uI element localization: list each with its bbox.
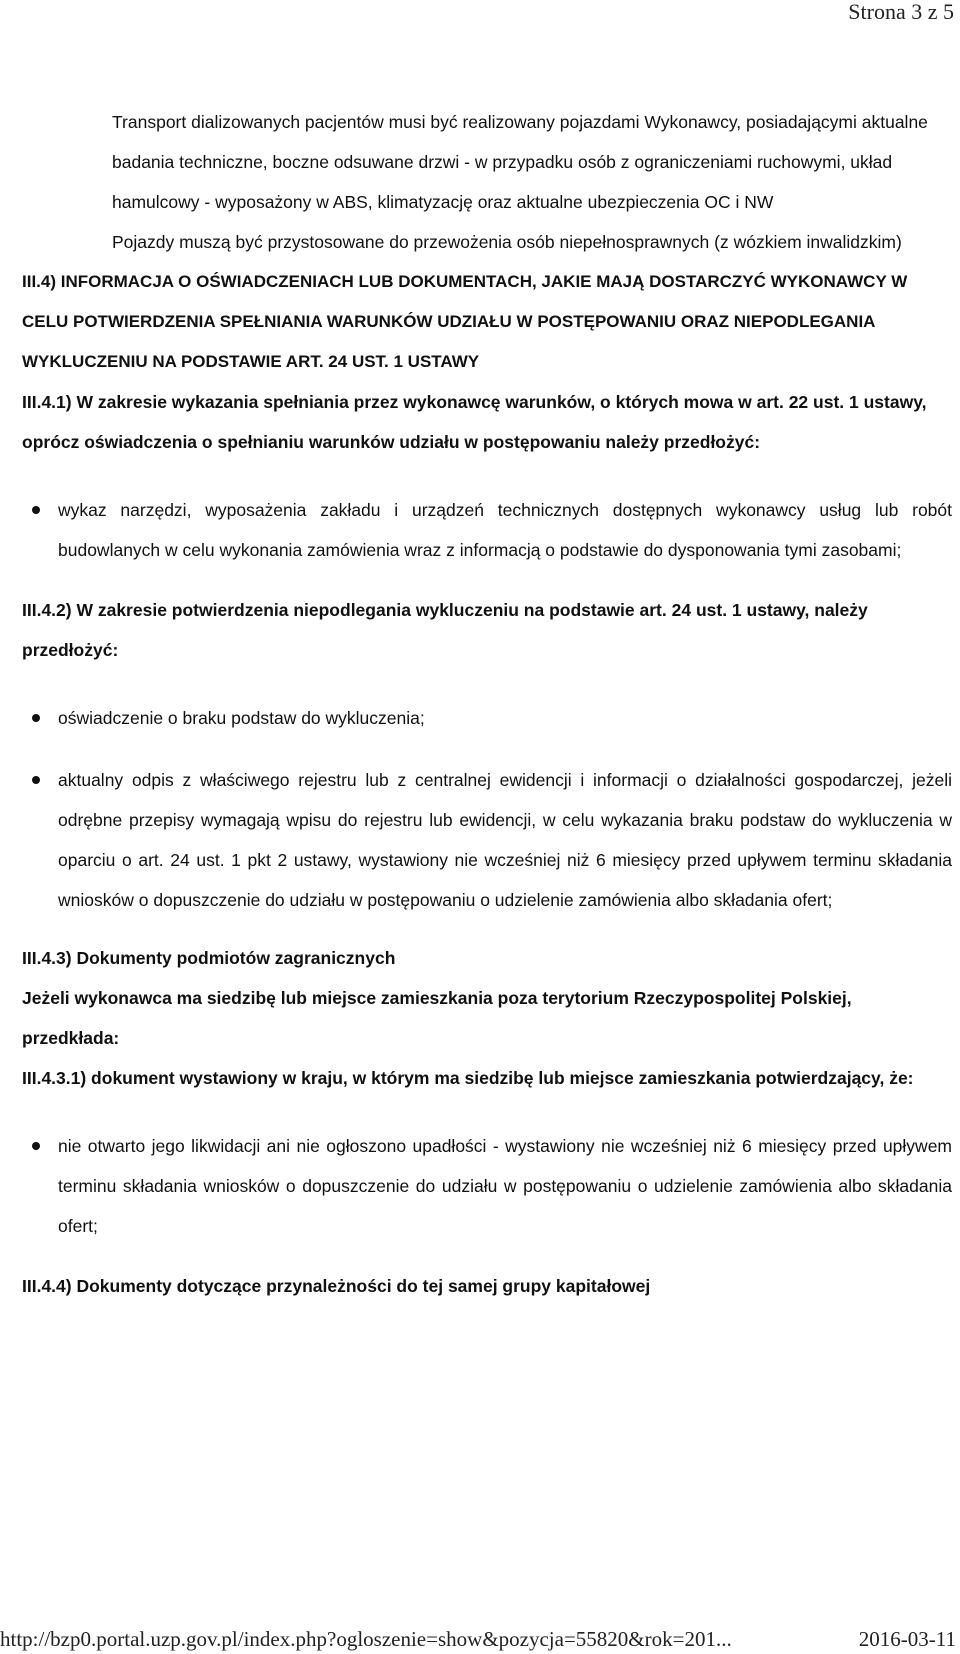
document-body — [22, 102, 952, 1306]
footer-url: http://bzp0.portal.uzp.gov.pl/index.php?ogloszenie=show&pozycja=55820&rok=201... — [0, 1627, 732, 1651]
intro-paragraph-vehicles: Pojazdy muszą być przystosowane do przewożenia osób niepełnosprawnych (z wózkiem inwalidzkim) — [112, 232, 902, 252]
list-item-text: wykaz narzędzi, wyposażenia zakładu i urządzeń technicznych dostępnych wykonawcy usług lub robót budowlanych w celu wykonania zamówienia wraz z informacją o podstawie do dysponowania tymi zasobami; — [58, 500, 952, 560]
section-iii42-list — [22, 698, 952, 920]
footer-date: 2016-03-11 — [858, 1627, 956, 1651]
page-footer — [0, 1624, 960, 1654]
section-iii43-heading: III.4.3) Dokumenty podmiotów zagranicznych — [22, 948, 396, 968]
bullet-icon — [32, 714, 40, 722]
section-iii41-heading: III.4.1) W zakresie wykazania spełniania przez wykonawcę warunków, o których mowa w art. 22 ust. 1 ustawy, oprócz oświadczenia o spełnianiu warunków udziału w postępowaniu należy przedłożyć: — [22, 392, 927, 452]
section-iii44-heading: III.4.4) Dokumenty dotyczące przynależności do tej samej grupy kapitałowej — [22, 1276, 651, 1296]
section-iii42-heading: III.4.2) W zakresie potwierdzenia niepodlegania wykluczeniu na podstawie art. 24 ust. 1 ustawy, należy przedłożyć: — [22, 600, 868, 660]
section-iii431-heading: III.4.3.1) dokument wystawiony w kraju, w którym ma siedzibę lub miejsce zamieszkania potwierdzający, że: — [22, 1068, 914, 1088]
list-item-text: aktualny odpis z właściwego rejestru lub z centralnej ewidencji i informacji o działalności gospodarczej, jeżeli odrębne przepisy wymagają wpisu do rejestru lub ewidencji, w celu wykazania braku podstaw do wykluczenia w oparciu o art. 24 ust. 1 pkt 2 ustawy, wystawiony nie wcześniej niż 6 miesięcy przed upływem terminu składania wniosków o dopuszczenie do udziału w postępowaniu o udzielenie zamówienia albo składania ofert; — [58, 770, 952, 910]
section-iii41-list — [22, 490, 952, 570]
section-iii4-heading: III.4) INFORMACJA O OŚWIADCZENIACH LUB DOKUMENTACH, JAKIE MAJĄ DOSTARCZYĆ WYKONAWCY W CELU POTWIERDZENIA SPEŁNIANIA WARUNKÓW UDZIAŁU W POSTĘPOWANIU ORAZ NIEPODLEGANIA WYKLUCZENIU NA PODSTAWIE ART. 24 UST. 1 USTAWY — [22, 272, 908, 371]
list-item-text: oświadczenie o braku podstaw do wykluczenia; — [58, 708, 425, 728]
bullet-icon — [32, 506, 40, 514]
list-item — [22, 490, 952, 570]
section-iii431-list — [22, 1126, 952, 1246]
intro-block — [22, 102, 952, 262]
list-item — [22, 698, 952, 738]
list-item — [22, 1126, 952, 1246]
bullet-icon — [32, 1142, 40, 1150]
list-item-text: nie otwarto jego likwidacji ani nie ogłoszono upadłości - wystawiony nie wcześniej niż 6 miesięcy przed upływem terminu składania wniosków o dopuszczenie do udziału w postępowaniu o udzielenie zamówienia albo składania ofert; — [58, 1136, 952, 1236]
section-iii43-subheading: Jeżeli wykonawca ma siedzibę lub miejsce zamieszkania poza terytorium Rzeczypospolitej Polskiej, przedkłada: — [22, 988, 852, 1048]
bullet-icon — [32, 776, 40, 784]
list-item — [22, 760, 952, 920]
page-number: Strona 3 z 5 — [848, 0, 954, 24]
intro-paragraph-transport: Transport dializowanych pacjentów musi być realizowany pojazdami Wykonawcy, posiadającymi aktualne badania techniczne, boczne odsuwane drzwi - w przypadku osób z ograniczeniami ruchowymi, układ hamulcowy - wyposażony w ABS, klimatyzację oraz aktualne ubezpieczenia OC i NW — [112, 112, 928, 212]
